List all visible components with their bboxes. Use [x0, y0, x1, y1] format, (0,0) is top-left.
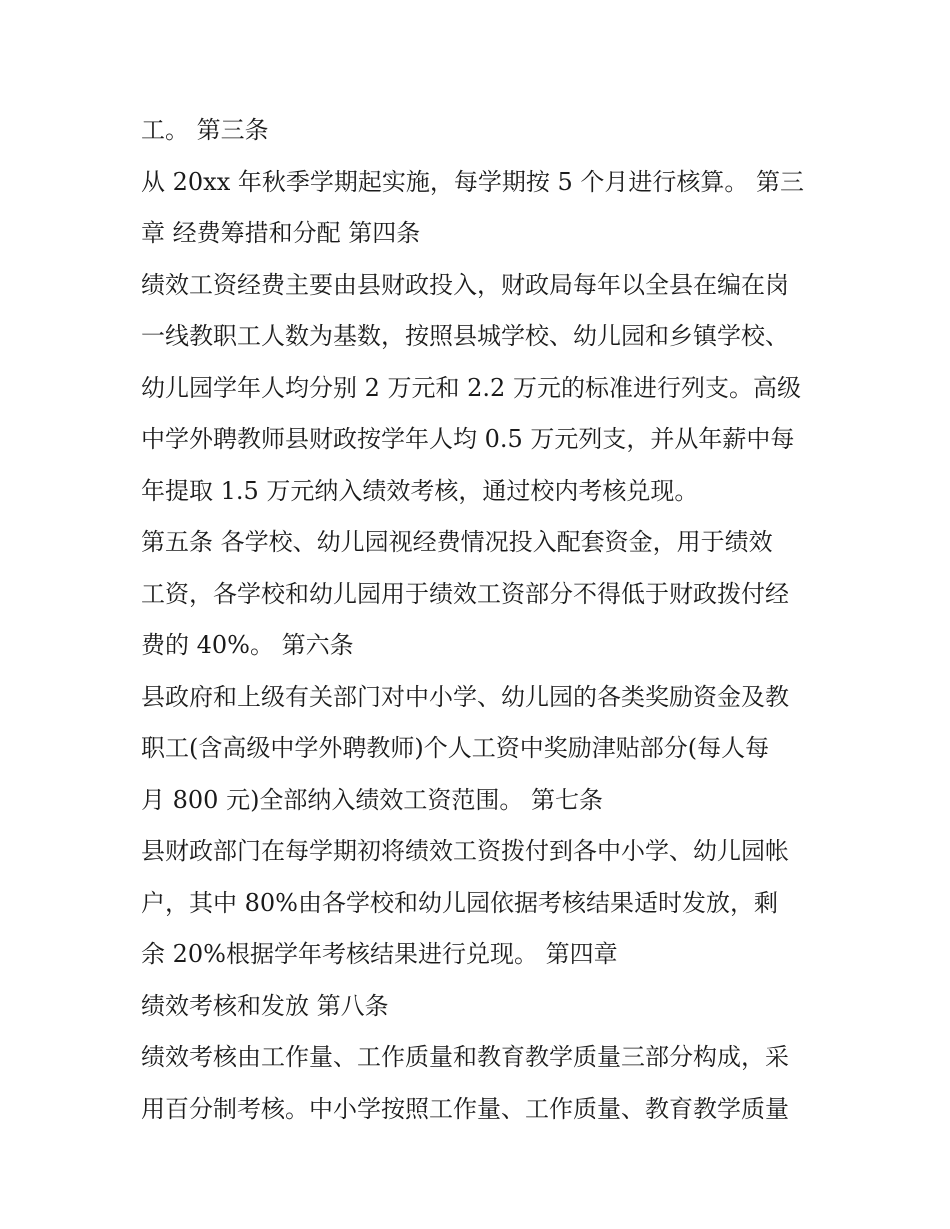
text-line: 绩效考核和发放 第八条 [141, 991, 389, 1020]
text-line: 户，其中 80%由各学校和幼儿园依据考核结果适时发放，剩 [141, 888, 778, 917]
text-line: 月 800 元)全部纳入绩效工资范围。 第七条 [141, 785, 604, 814]
text-line: 幼儿园学年人均分别 2 万元和 2.2 万元的标准进行列支。高级 [141, 373, 801, 402]
text-line: 章 经费筹措和分配 第四条 [141, 219, 421, 247]
text-line: 一线教职工人数为基数，按照县城学校、幼儿园和乡镇学校、 [141, 322, 789, 350]
text-line: 年提取 1.5 万元纳入绩效考核，通过校内考核兑现。 [141, 476, 699, 505]
text-line: 绩效考核由工作量、工作质量和教育教学质量三部分构成，采 [141, 1043, 789, 1071]
text-line: 工资，各学校和幼儿园用于绩效工资部分不得低于财政拨付经 [141, 579, 789, 608]
text-line: 中学外聘教师县财政按学年人均 0.5 万元列支，并从年薪中每 [141, 425, 795, 453]
text-line: 工。 第三条 [141, 116, 269, 144]
text-line: 第五条 各学校、幼儿园视经费情况投入配套资金，用于绩效 [141, 528, 773, 556]
text-line: 职工(含高级中学外聘教师)个人工资中奖励津贴部分(每人每 [141, 734, 770, 762]
document-body [141, 108, 821, 1138]
text-line: 用百分制考核。中小学按照工作量、工作质量、教育教学质量 [141, 1094, 789, 1123]
text-line: 余 20%根据学年考核结果进行兑现。 第四章 [141, 940, 618, 968]
text-line: 费的 40%。 第六条 [141, 631, 354, 659]
text-line: 县政府和上级有关部门对中小学、幼儿园的各类奖励资金及教 [141, 682, 789, 711]
text-line: 县财政部门在每学期初将绩效工资拨付到各中小学、幼儿园帐 [141, 837, 789, 865]
text-line: 从 20xx 年秋季学期起实施，每学期按 5 个月进行核算。 第三 [141, 167, 805, 196]
text-line: 绩效工资经费主要由县财政投入，财政局每年以全县在编在岗 [141, 270, 789, 299]
